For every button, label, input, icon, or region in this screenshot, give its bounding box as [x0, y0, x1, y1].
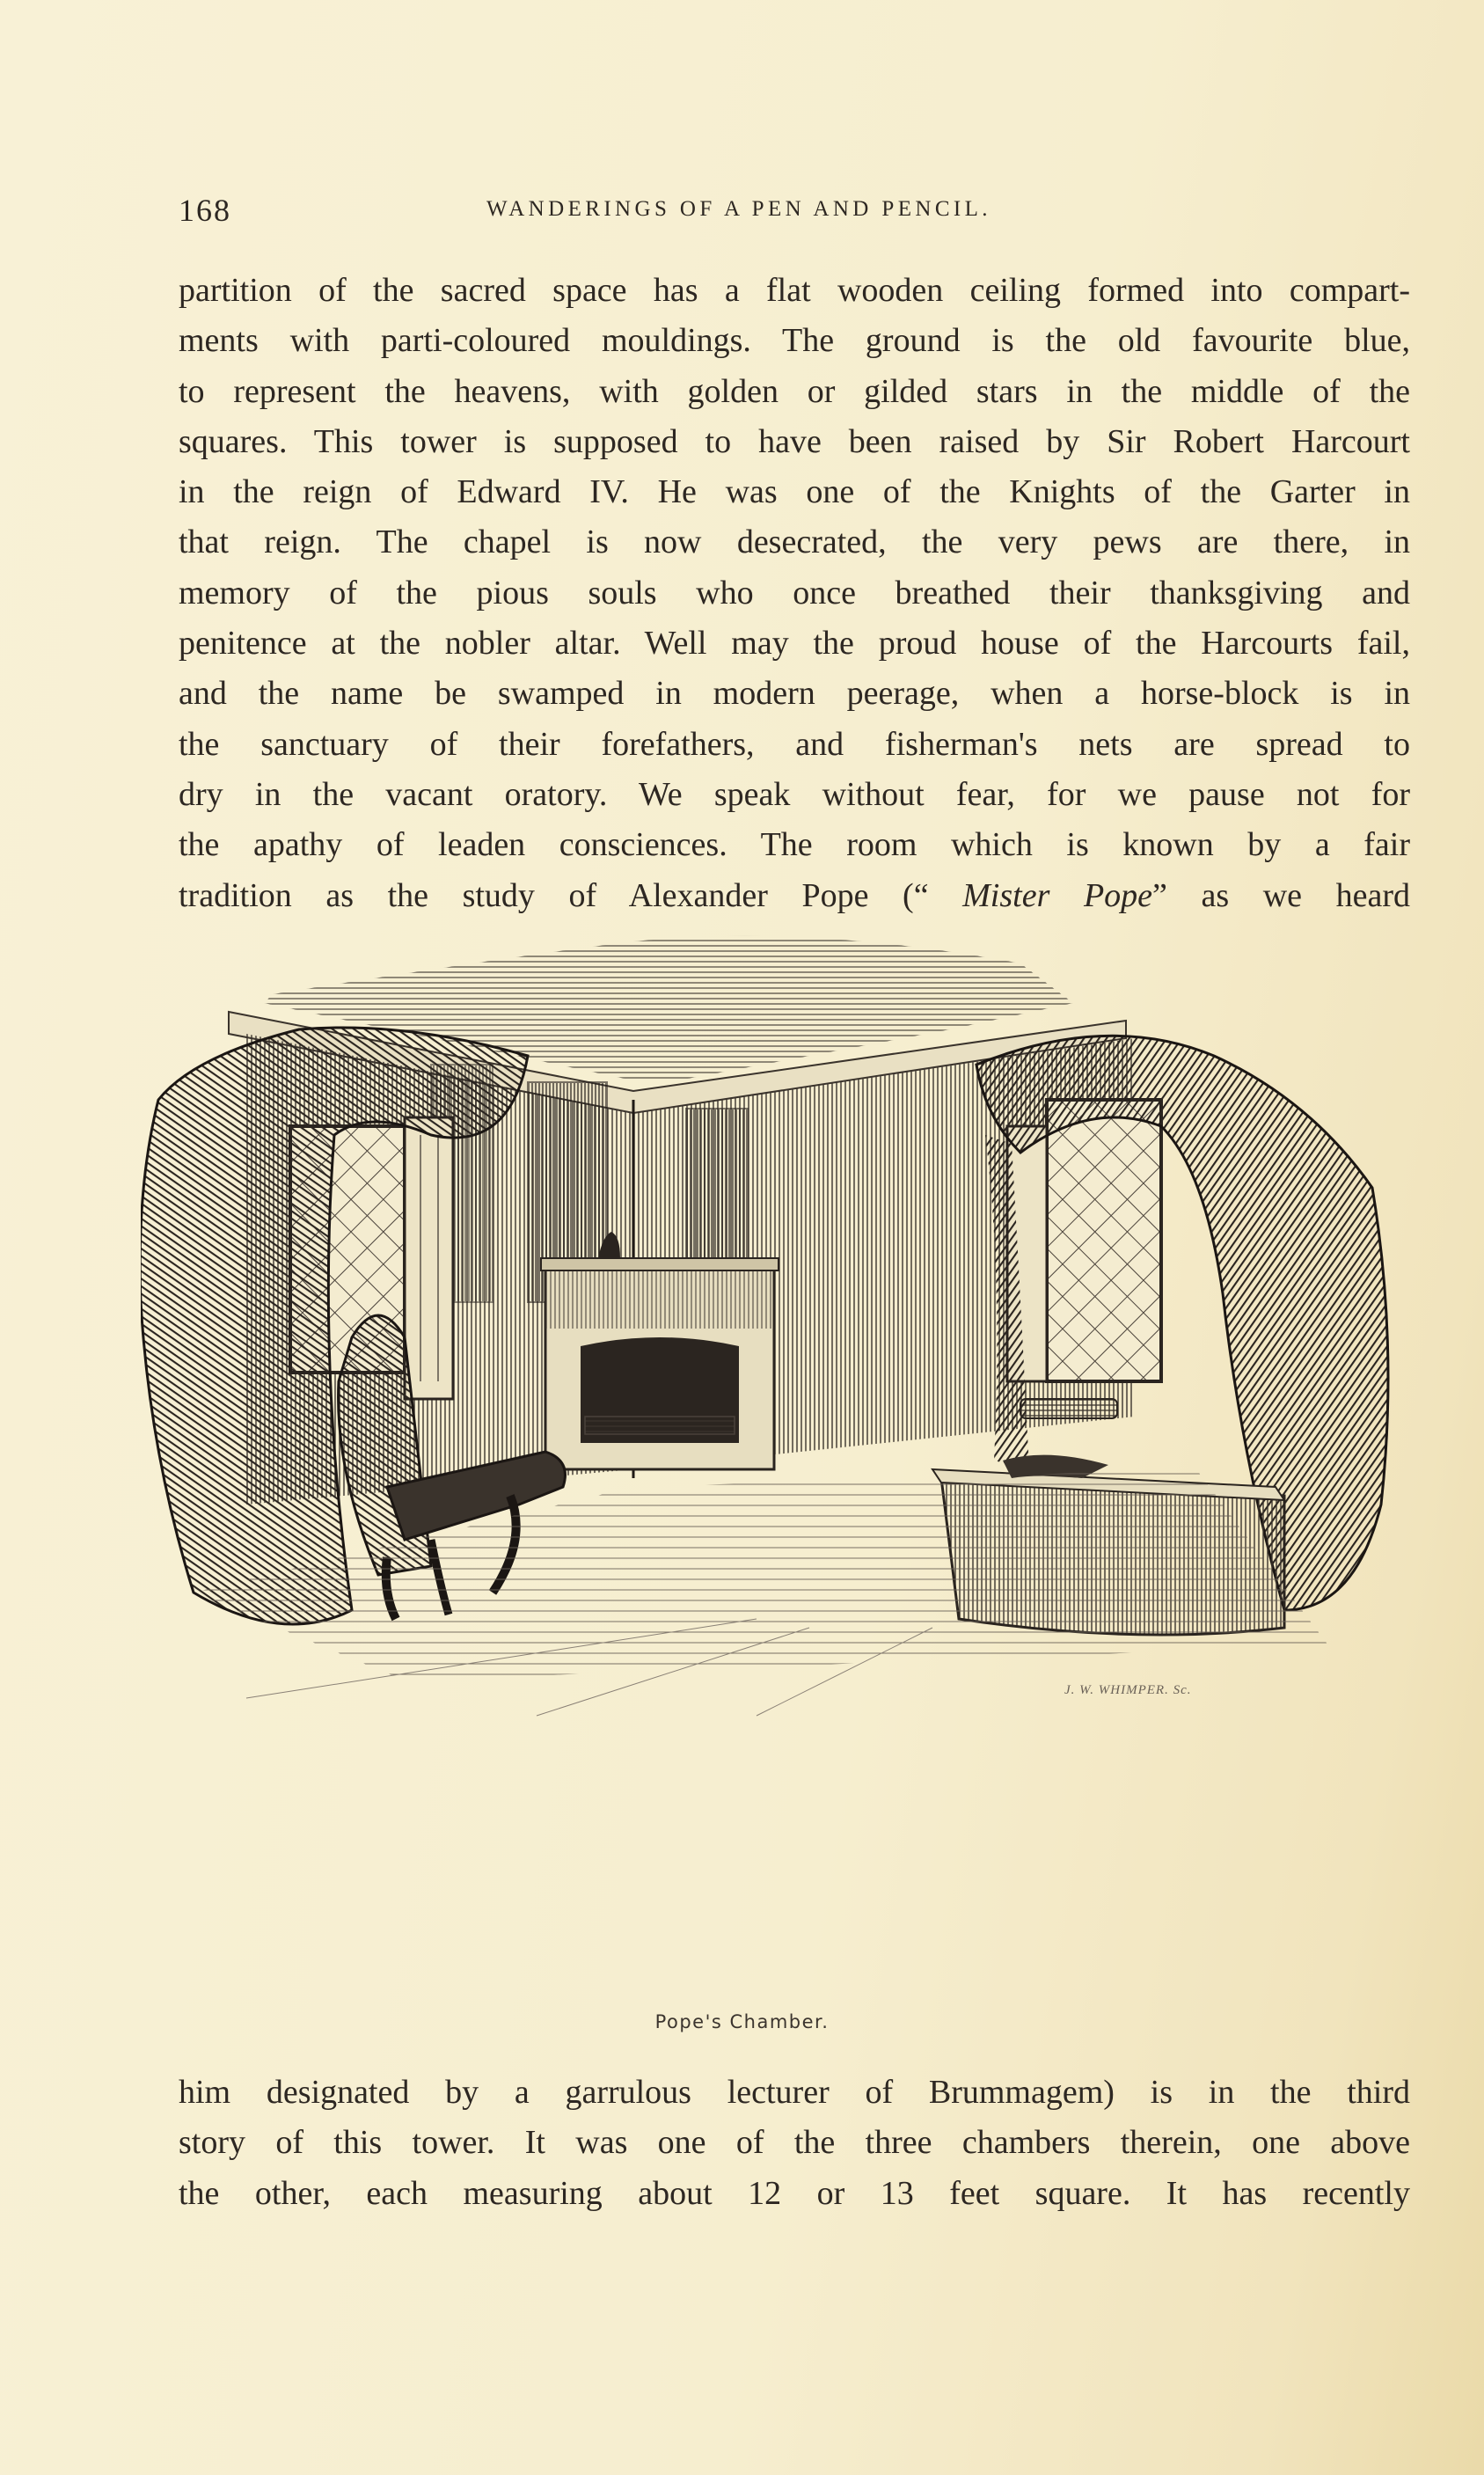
engraving-popes-chamber [141, 924, 1416, 1980]
body-text-bottom [179, 2068, 1410, 2219]
body-text-top [179, 266, 1410, 921]
text-line-with-italic [179, 871, 1410, 921]
text-line: the sanctuary of their forefathers, and fisherman's nets are spread to [179, 725, 1410, 763]
text-line: in the reign of Edward IV. He was one of the Knights of the Garter in [179, 473, 1410, 511]
running-head [179, 192, 1410, 236]
text-line: that reign. The chapel is now desecrated, the very pews are there, in [179, 524, 1410, 561]
text-line: to represent the heavens, with golden or gilded stars in the middle of the [179, 372, 1410, 410]
figure-caption: Pope's Chamber. [654, 2011, 830, 2032]
italic-title: Mister Pope [962, 876, 1153, 914]
engraving-illustration [141, 924, 1416, 1980]
text-line: dry in the vacant oratory. We speak without fear, for we pause not for [179, 775, 1410, 813]
text-line: the apathy of leaden consciences. The room which is known by a fair [179, 826, 1410, 864]
page-number: 168 [179, 193, 231, 228]
text-line: squares. This tower is supposed to have been raised by Sir Robert Harcourt [179, 422, 1410, 460]
text-segment: tradition as the study of Alexander Pope (“ [179, 876, 963, 914]
text-line: him designated by a garrulous lecturer of Brummagem) is in the third [179, 2074, 1410, 2111]
text-line: penitence at the nobler altar. Well may the proud house of the Harcourts fail, [179, 625, 1410, 663]
text-line: and the name be swamped in modern peerage, when a horse-block is in [179, 675, 1410, 713]
text-line: story of this tower. It was one of the three chambers therein, one above [179, 2124, 1410, 2162]
text-line: ments with parti-coloured mouldings. The ground is the old favourite blue, [179, 322, 1410, 360]
text-line: the other, each measuring about 12 or 13 feet square. It has recently [179, 2174, 1410, 2212]
text-line: memory of the pious souls who once breathed their thanksgiving and [179, 574, 1410, 611]
fireplace [541, 1232, 779, 1469]
text-line: partition of the sacred space has a flat wooden ceiling formed into compart- [179, 272, 1410, 309]
engraver-signature: J. W. WHIMPER. Sc. [1064, 1683, 1192, 1697]
right-window [1047, 1100, 1161, 1381]
book-title: WANDERINGS OF A PEN AND PENCIL. [486, 197, 991, 221]
text-segment: ” as we heard [1152, 876, 1410, 914]
